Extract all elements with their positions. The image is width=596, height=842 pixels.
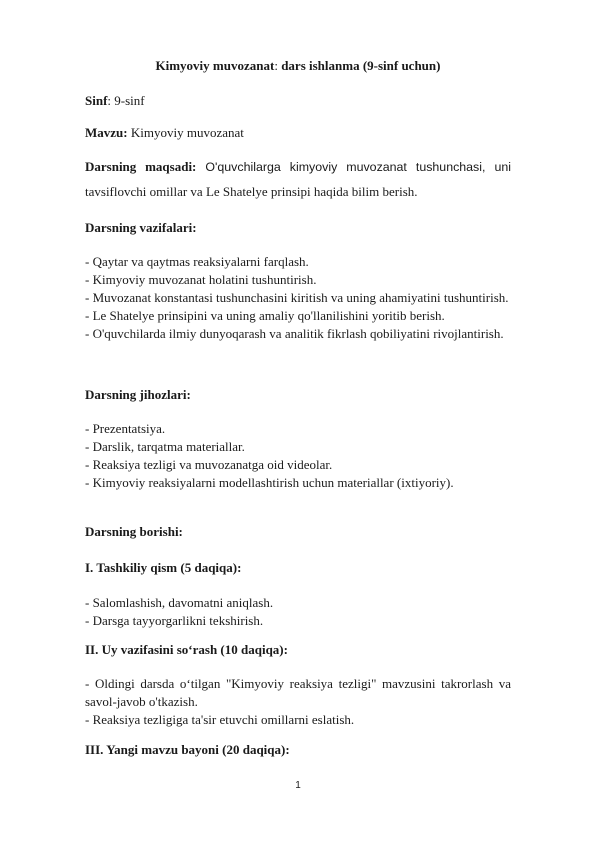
- grade-label: Sinf: [85, 93, 108, 108]
- list-item: - Prezentatsiya.: [85, 421, 166, 436]
- procedure-heading: Darsning borishi:: [85, 524, 183, 539]
- grade-value: : 9-sinf: [107, 93, 145, 108]
- equipment-list: [85, 420, 511, 492]
- list-item: - Qaytar va qaytmas reaksiyalarni farqlash.: [85, 254, 309, 269]
- list-item: - Kimyoviy reaksiyalarni modellashtirish uchun materiallar (ixtiyoriy).: [85, 475, 454, 490]
- section-1-heading: I. Tashkiliy qism (5 daqiqa):: [85, 560, 242, 575]
- section-2-heading: II. Uy vazifasini so‘rash (10 daqiqa):: [85, 642, 288, 657]
- title-topic: Kimyoviy muvozanat: [155, 58, 275, 73]
- list-item: - O'quvchilarda ilmiy dunyoqarash va analitik fikrlash qobiliyatini rivojlantirish.: [85, 326, 504, 341]
- section-2-para-line-2: savol-javob o'tkazish.: [85, 694, 198, 709]
- document-title: [0, 57, 596, 75]
- tasks-list: [85, 253, 511, 343]
- list-item: - Kimyoviy muvozanat holatini tushuntirish.: [85, 272, 317, 287]
- topic-line: [85, 124, 511, 142]
- list-item: - Muvozanat konstantasi tushunchasini kiritish va uning ahamiyatini tushuntirish.: [85, 290, 509, 305]
- list-item: - Reaksiya tezligiga ta'sir etuvchi omillarni eslatish.: [85, 712, 355, 727]
- equipment-heading: Darsning jihozlari:: [85, 387, 191, 402]
- list-item: - Reaksiya tezligi va muvozanatga oid videolar.: [85, 457, 333, 472]
- title-subtitle: dars ishlanma (9-sinf uchun): [281, 58, 441, 73]
- page-number: 1: [295, 780, 301, 791]
- topic-label: Mavzu:: [85, 125, 128, 140]
- list-item: - Le Shatelye prinsipini va uning amaliy qo'llanilishini yoritib berish.: [85, 308, 445, 323]
- list-item: - Salomlashish, davomatni aniqlash.: [85, 595, 274, 610]
- tasks-heading: Darsning vazifalari:: [85, 220, 197, 235]
- list-item: - Darsga tayyorgarlikni tekshirish.: [85, 613, 264, 628]
- goal-label: Darsning maqsadi:: [85, 159, 197, 174]
- goal-line-1: [85, 158, 511, 176]
- lesson-goal: [85, 158, 511, 201]
- section-3-heading: III. Yangi mavzu bayoni (20 daqiqa):: [85, 742, 290, 757]
- section-2-body: [85, 675, 511, 729]
- topic-value: Kimyoviy muvozanat: [127, 125, 244, 140]
- section-2-para-line-1: - Oldingi darsda o‘tilgan "Kimyoviy reaksiya tezligi" mavzusini takrorlash va: [85, 676, 511, 691]
- title-colon: :: [274, 58, 282, 73]
- section-1-list: [85, 594, 511, 630]
- list-item: - Darslik, tarqatma materiallar.: [85, 439, 245, 454]
- goal-text-1: O'quvchilarga kimyoviy muvozanat tushunchasi, uni: [196, 160, 511, 174]
- grade-line: [85, 92, 511, 110]
- goal-line-2: tavsiflovchi omillar va Le Shatelye prinsipi haqida bilim berish.: [85, 184, 418, 199]
